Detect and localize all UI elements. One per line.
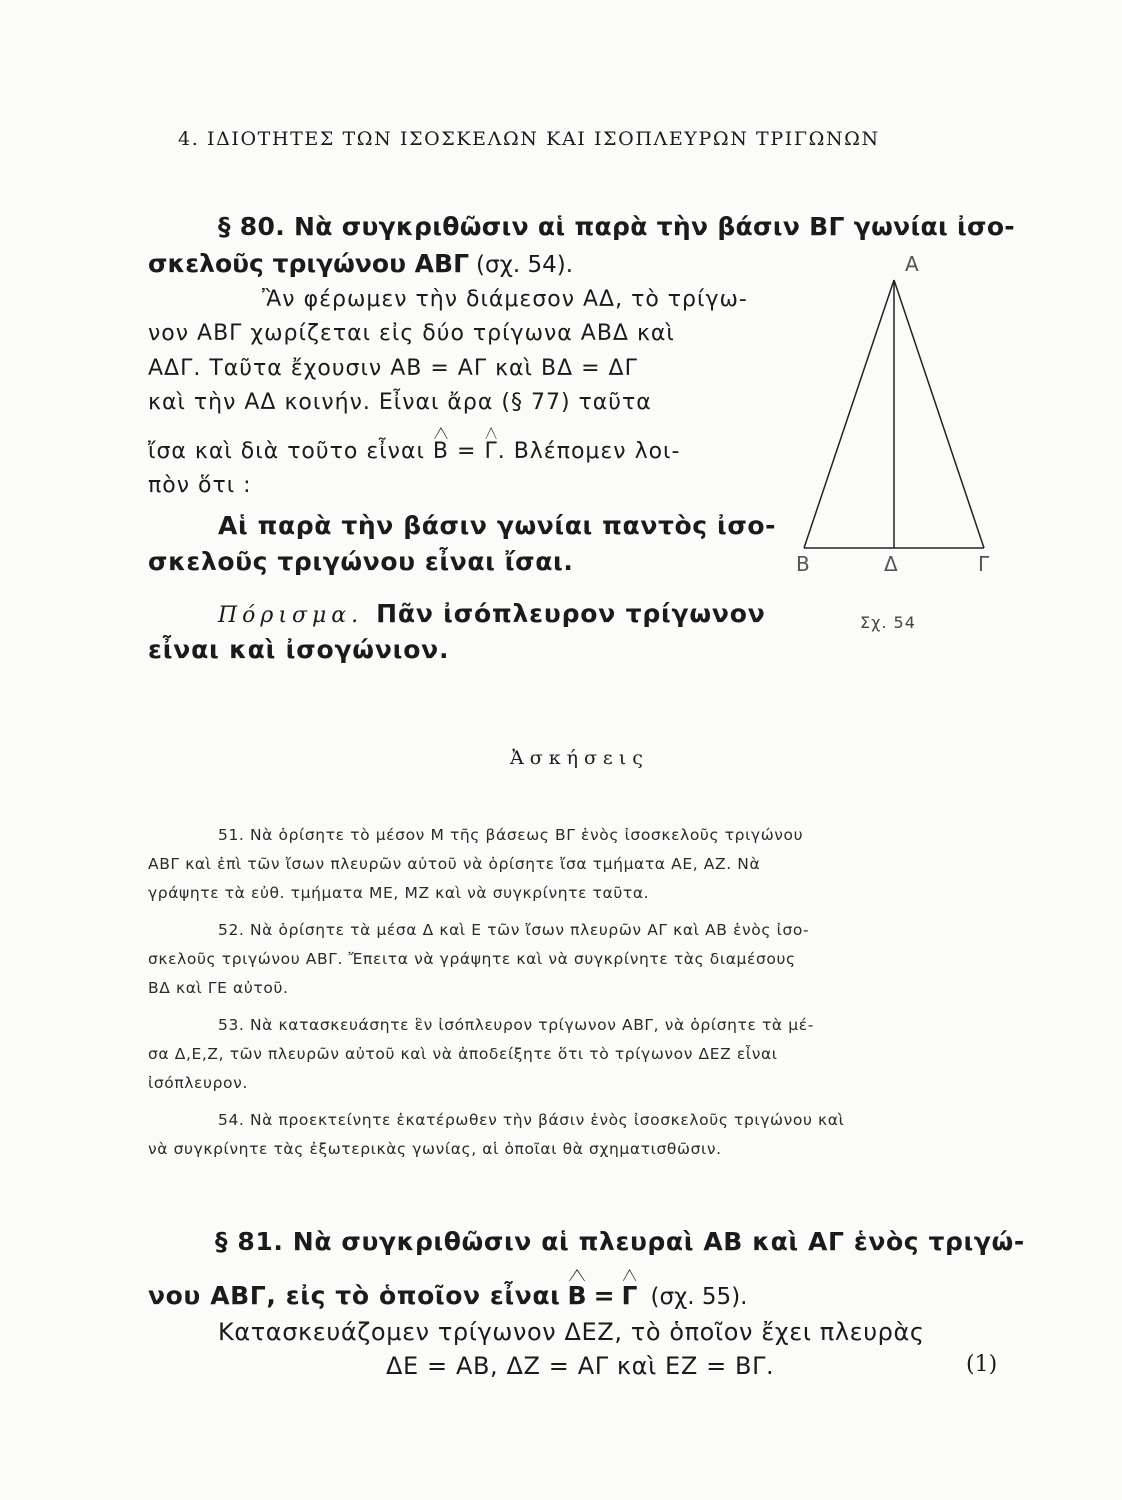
s81-line2-text-a: νου ΑΒΓ, εἰς τὸ ὁποῖον εἶναι	[148, 1281, 561, 1310]
porisma-line2: εἶναι καὶ ἰσογώνιον.	[148, 635, 450, 664]
body-line5-text-a: ἴσα καὶ διὰ τοῦτο εἶναι	[148, 439, 425, 464]
s81-line2-eq: =	[593, 1281, 615, 1310]
s81-angle-B: Β	[567, 1281, 587, 1310]
porisma-line1	[218, 600, 766, 628]
figure-54	[790, 250, 1010, 650]
section-80-title-bold: σκελοῦς τριγώνου ΑΒΓ	[148, 249, 470, 278]
section-81-body-line2: ΔΕ = ΑΒ, ΔΖ = ΑΓ καὶ ΕΖ = ΒΓ.	[386, 1352, 775, 1380]
exercise-53-line2: σα Δ,Ε,Ζ, τῶν πλευρῶν αὐτοῦ καὶ νὰ ἀποδείξητε ὅτι τὸ τρίγωνον ΔΕΖ εἶναι	[148, 1045, 778, 1063]
section-80-body-line4: καὶ τὴν ΑΔ κοινήν. Εἶναι ἄρα (§ 77) ταῦτα	[148, 390, 652, 415]
vertex-A-label: Α	[905, 252, 919, 276]
exercises-heading: Ἀσκήσεις	[510, 747, 649, 769]
section-80-body-line1: Ἂν φέρωμεν τὴν διάμεσον ΑΔ, τὸ τρίγω-	[262, 287, 748, 312]
section-80-body-line6: πὸν ὅτι :	[148, 473, 252, 498]
section-81-body-line1: Κατασκευάζομεν τρίγωνον ΔΕΖ, τὸ ὁποῖον ἔχει πλευρὰς	[218, 1318, 925, 1346]
vertex-G-label: Γ	[978, 552, 990, 576]
porisma-text: Πᾶν ἰσόπλευρον τρίγωνον	[376, 599, 766, 628]
exercise-54-line1: 54. Νὰ προεκτείνητε ἑκατέρωθεν τὴν βάσιν ἑνὸς ἰσοσκελοῦς τριγώνου καὶ	[218, 1111, 845, 1129]
side-AB	[804, 280, 894, 548]
exercise-51-line2: ΑΒΓ καὶ ἐπὶ τῶν ἴσων πλευρῶν αὐτοῦ νὰ ὁρίσητε ἴσα τμήματα ΑΕ, ΑΖ. Νὰ	[148, 855, 761, 873]
figure-caption: Σχ. 54	[860, 613, 916, 632]
s81-line2-ref: (σχ. 55).	[650, 1284, 748, 1310]
exercise-52-line2: σκελοῦς τριγώνου ΑΒΓ. Ἔπειτα νὰ γράψητε καὶ νὰ συγκρίνητε τὰς διαμέσους	[148, 950, 796, 968]
section-80-body-line3: ΑΔΓ. Ταῦτα ἔχουσιν ΑΒ = ΑΓ καὶ ΒΔ = ΔΓ	[148, 356, 638, 381]
exercise-53-line3: ἰσόπλευρον.	[148, 1074, 248, 1092]
exercise-54-line2: νὰ συγκρίνητε τὰς ἐξωτερικὰς γωνίας, αἱ ὁποῖαι θὰ σχηματισθῶσιν.	[148, 1140, 722, 1158]
exercise-51-line1: 51. Νὰ ὁρίσητε τὸ μέσον Μ τῆς βάσεως ΒΓ ἑνὸς ἰσοσκελοῦς τριγώνου	[218, 826, 804, 844]
section-80-title-line1: § 80. Νὰ συγκριθῶσιν αἱ παρὰ τὴν βάσιν ΒΓ γωνίαι ἰσο-	[218, 212, 1015, 241]
equation-number: (1)	[966, 1352, 998, 1377]
side-AG	[894, 280, 984, 548]
angle-G: Γ	[484, 439, 498, 464]
exercise-52-line1: 52. Νὰ ὁρίσητε τὰ μέσα Δ καὶ Ε τῶν ἴσων πλευρῶν ΑΓ καὶ ΑΒ ἑνὸς ἰσο-	[218, 921, 810, 939]
section-81-title-line1: § 81. Νὰ συγκριθῶσιν αἱ πλευραὶ ΑΒ καὶ ΑΓ ἑνὸς τριγώ-	[215, 1227, 1025, 1256]
section-80-title-ref: (σχ. 54).	[476, 252, 574, 278]
theorem-line1: Αἱ παρὰ τὴν βάσιν γωνίαι παντὸς ἰσο-	[218, 511, 777, 540]
vertex-D-label: Δ	[884, 552, 898, 576]
body-line5-eq: =	[457, 439, 477, 464]
section-80-body-line5	[148, 440, 680, 464]
vertex-B-label: Β	[796, 552, 810, 576]
exercise-51-line3: γράψητε τὰ εὐθ. τμήματα ΜΕ, ΜΖ καὶ νὰ συγκρίνητε ταῦτα.	[148, 884, 650, 902]
section-81-title-line2	[148, 1282, 747, 1310]
section-80-body-line2: νον ΑΒΓ χωρίζεται εἰς δύο τρίγωνα ΑΒΔ καὶ	[148, 321, 675, 346]
angle-B: Β	[432, 439, 449, 464]
page-header: 4. ΙΔΙΟΤΗΤΕΣ ΤΩΝ ΙΣΟΣΚΕΛΩΝ ΚΑΙ ΙΣΟΠΛΕΥΡΩΝ ΤΡΙΓΩΝΩΝ	[178, 128, 880, 150]
porisma-label: Πόρισμα.	[218, 603, 364, 628]
section-80-title-line2	[148, 250, 573, 278]
exercise-53-line1: 53. Νὰ κατασκευάσητε ἓν ἰσόπλευρον τρίγωνον ΑΒΓ, νὰ ὁρίσητε τὰ μέ-	[218, 1016, 814, 1034]
exercise-52-line3: ΒΔ καὶ ΓΕ αὐτοῦ.	[148, 979, 289, 997]
theorem-line2: σκελοῦς τριγώνου εἶναι ἴσαι.	[148, 547, 574, 576]
body-line5-text-b: . Βλέπομεν λοι-	[497, 439, 681, 464]
s81-angle-G: Γ	[621, 1281, 638, 1310]
